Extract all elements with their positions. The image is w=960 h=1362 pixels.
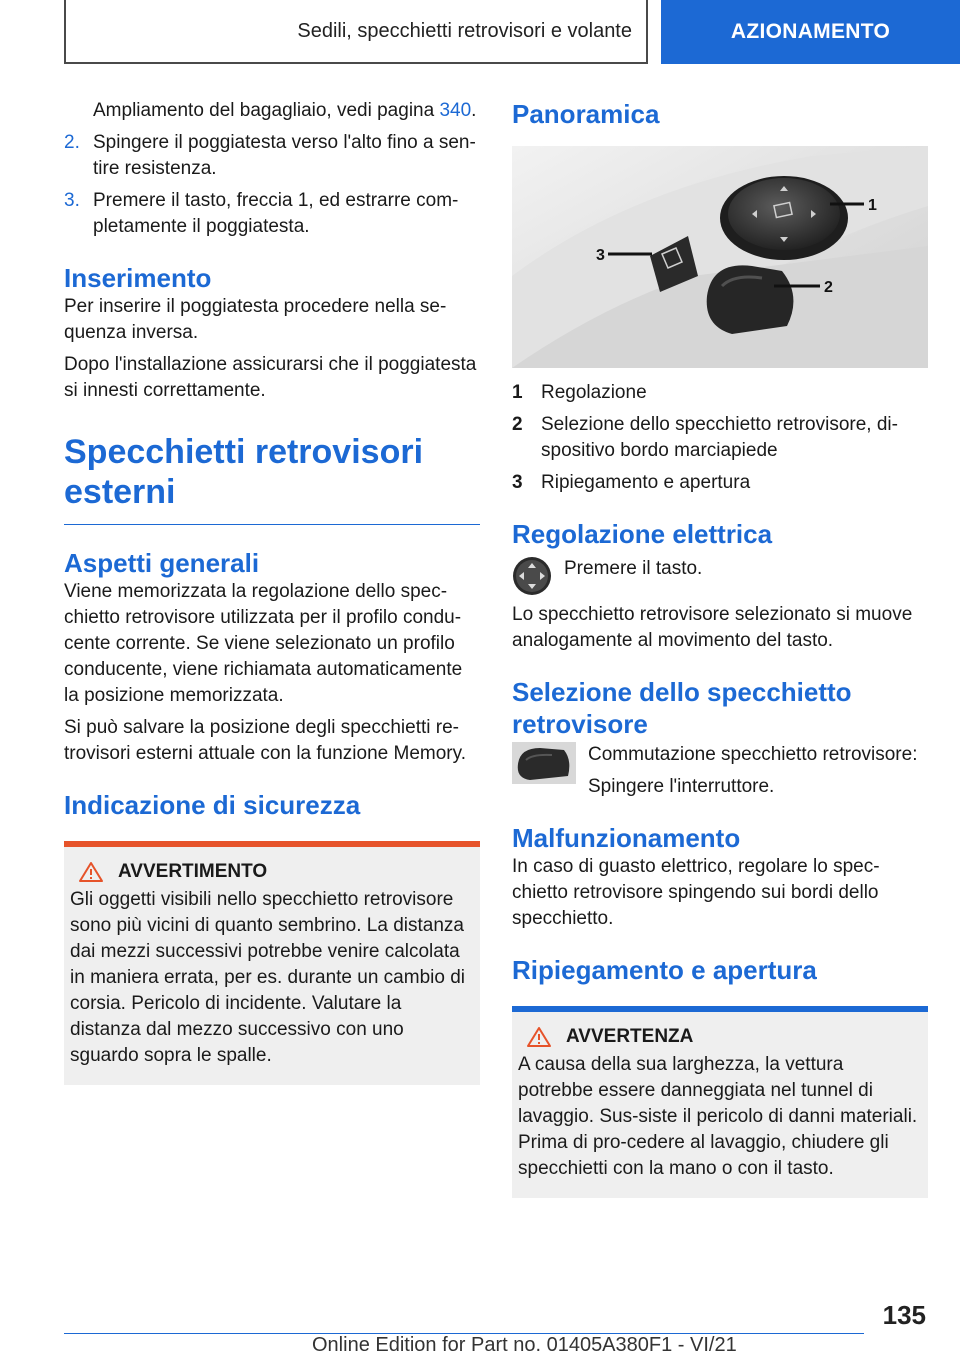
mirror-selector-switch-icon xyxy=(512,742,576,784)
heading-panoramica: Panoramica xyxy=(512,99,660,129)
legend-item xyxy=(512,412,928,464)
warning-text: Gli oggetti visibili nello specchietto retrovisore sono più vicini di quanto sembrino. La distanza dai mezzi successivi potrebbe venire calcolata in maniera errata, per es. durante un cambio di corsia. Pericolo di incidente. Valutare la distanza dal mezzo successivo con uno sguardo sopra le spalle. xyxy=(70,889,465,1066)
paragraph: Si può salvare la posizione degli specchietti re-trovisori esterni attuale con la funzione Memory. xyxy=(64,717,466,764)
section-title: Sedili, specchietti retrovisori e volante xyxy=(297,19,632,42)
heading-aspetti: Aspetti generali xyxy=(64,548,260,578)
running-header xyxy=(64,0,648,64)
legend-text: Ripiegamento e apertura xyxy=(541,472,751,493)
step-2: 2. Spingere il poggiatesta verso l'alto fino a sen-tire resistenza. xyxy=(64,132,476,179)
warning-triangle-icon xyxy=(526,1026,552,1048)
warning-title: AVVERTIMENTO xyxy=(70,861,474,883)
footer-edition: Online Edition for Part no. 01405A380F1 - VI/21 xyxy=(312,1334,737,1356)
warning-triangle-icon xyxy=(78,861,104,883)
heading-malfunzionamento: Malfunzionamento xyxy=(512,823,741,853)
regolazione-row xyxy=(512,556,928,596)
paragraph: Spingere l'interruttore. xyxy=(588,776,775,797)
legend-item xyxy=(512,470,928,496)
paragraph: Viene memorizzata la regolazione dello spec-chietto retrovisore utilizzata per il profilo condu-cente corrente. Se viene selezionato un profilo conducente, viene richiamata automaticamente la posizione memorizzata. xyxy=(64,581,463,706)
warning-box xyxy=(64,841,480,1085)
chapter-tab-label: AZIONAMENTO xyxy=(730,20,891,43)
paragraph: Commutazione specchietto retrovisore: xyxy=(588,744,918,765)
notice-box xyxy=(512,1006,928,1198)
callout-3: 3 xyxy=(596,247,605,264)
legend-number: 1 xyxy=(512,382,523,403)
legend-list xyxy=(512,380,928,496)
legend-number: 2 xyxy=(512,414,523,435)
paragraph: In caso di guasto elettrico, regolare lo spec-chietto retrovisore spingendo sui bordi dello specchietto. xyxy=(512,856,880,929)
heading-selezione: Selezione dello specchietto retrovisore xyxy=(512,677,852,739)
legend-number: 3 xyxy=(512,472,523,493)
divider xyxy=(64,524,480,525)
legend-text: Selezione dello specchietto retrovisore, di-spositivo bordo marciapiede xyxy=(541,414,898,461)
page-number: 135 xyxy=(882,1300,926,1330)
chapter-tab[interactable] xyxy=(661,0,960,64)
heading-regolazione: Regolazione elettrica xyxy=(512,519,773,549)
heading-inserimento: Inserimento xyxy=(64,263,212,293)
heading-specchietti: Specchietti retrovisori esterni xyxy=(64,433,424,511)
callout-2: 2 xyxy=(824,279,833,296)
paragraph: Lo specchietto retrovisore selezionato si muove analogamente al movimento del tasto. xyxy=(512,604,913,651)
step-3: 3. Premere il tasto, freccia 1, ed estrarre com-pletamente il poggiatesta. xyxy=(64,190,459,237)
left-column xyxy=(64,98,480,1085)
paragraph: Dopo l'installazione assicurarsi che il poggiatesta si innesti correttamente. xyxy=(64,354,477,401)
mirror-adjust-button-icon xyxy=(512,556,552,596)
mirror-controls-figure xyxy=(512,146,928,368)
heading-sicurezza: Indicazione di sicurezza xyxy=(64,790,361,820)
paragraph: Per inserire il poggiatesta procedere nella se-quenza inversa. xyxy=(64,296,447,343)
paragraph: Premere il tasto. xyxy=(564,558,703,579)
heading-ripiegamento: Ripiegamento e apertura xyxy=(512,955,817,985)
selezione-row xyxy=(512,742,928,800)
page-link[interactable]: 340 xyxy=(439,100,472,121)
notice-text: A causa della sua larghezza, la vettura potrebbe essere danneggiata nel tunnel di lavaggio. Sus-siste il pericolo di danni materiali. Prima di pro-cedere al lavaggio, chiudere gli specchietti con la mano o con il tasto. xyxy=(518,1054,918,1179)
notice-title: AVVERTENZA xyxy=(518,1026,922,1048)
right-column xyxy=(512,98,928,1198)
callout-1: 1 xyxy=(868,197,877,214)
step-1-continuation: Ampliamento del bagagliaio, vedi pagina 340. xyxy=(93,100,477,121)
legend-text: Regolazione xyxy=(541,382,647,403)
legend-item xyxy=(512,380,928,406)
